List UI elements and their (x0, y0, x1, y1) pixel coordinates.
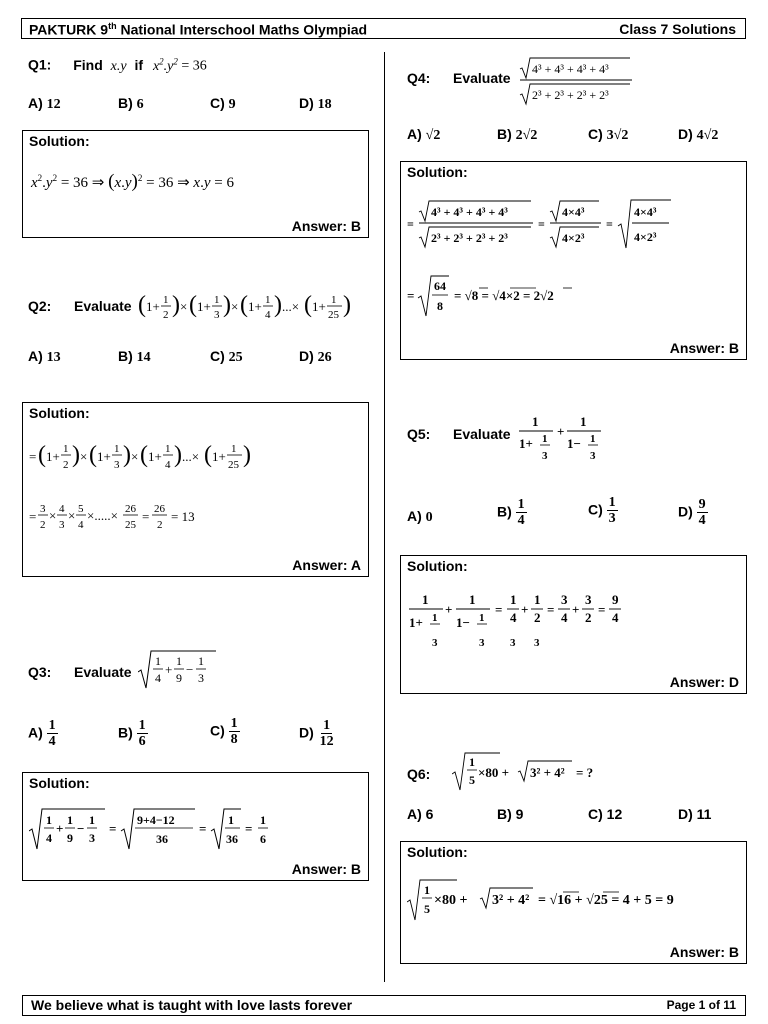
svg-text:+: + (56, 821, 64, 836)
svg-text:): ) (243, 442, 251, 468)
q3-number: Q3: (28, 664, 52, 680)
footer-page-number: Page 1 of 11 (666, 998, 736, 1012)
q6-solution-box (400, 841, 747, 964)
svg-text:3: 3 (214, 309, 220, 321)
svg-text:1+: 1+ (97, 449, 111, 464)
svg-text:8: 8 (437, 299, 443, 313)
svg-text:2: 2 (63, 459, 69, 471)
q2-solution-label: Solution: (29, 405, 90, 421)
page-footer (22, 995, 746, 1016)
svg-text:(: ( (89, 442, 97, 468)
svg-text:2: 2 (585, 610, 592, 625)
q3-option-d: D) $\frac{1}{12}$ (299, 718, 334, 750)
q4-solution-label: Solution: (407, 164, 468, 180)
q1-if-label: if (134, 56, 144, 73)
q6-number: Q6: (407, 766, 431, 782)
q5-option-b: B) $\frac{1}{4}$ (497, 497, 525, 529)
svg-text:36: 36 (226, 832, 238, 846)
q5-option-a: A) 0 (407, 508, 433, 525)
svg-text:×: × (80, 449, 88, 464)
svg-text:): ) (72, 442, 80, 468)
svg-text:2: 2 (163, 309, 169, 321)
svg-text:5: 5 (469, 773, 475, 787)
svg-text:36: 36 (156, 832, 168, 846)
svg-text:(: ( (240, 292, 248, 318)
svg-text:1: 1 (542, 433, 548, 445)
q3-option-a: A) $\frac{1}{4}$ (28, 718, 56, 750)
svg-text:3: 3 (432, 637, 438, 649)
q4-solution-box (400, 161, 747, 360)
q3-option-c: C) $\frac{1}{8}$ (210, 716, 238, 748)
svg-text:3: 3 (89, 831, 95, 845)
q1-answer: Answer: B (291, 218, 361, 234)
svg-text:(: ( (189, 292, 197, 318)
svg-text:): ) (274, 292, 282, 318)
q4-option-b: B) 2√2 (497, 126, 538, 143)
svg-text:25: 25 (125, 519, 136, 531)
svg-text:1+: 1+ (409, 615, 423, 630)
q4-option-d: D) 4√2 (678, 126, 719, 143)
svg-text:+: + (521, 602, 529, 617)
q4-option-a: A) √2 (407, 126, 441, 143)
svg-text:3² + 4²: 3² + 4² (530, 765, 565, 780)
svg-text:=: = (407, 288, 415, 303)
svg-text:3: 3 (479, 637, 485, 649)
q2-solution-line1 (29, 437, 269, 477)
svg-text:64: 64 (434, 279, 446, 293)
svg-text:1: 1 (422, 592, 429, 607)
q6-solution-equation (407, 876, 697, 924)
svg-text:×: × (231, 299, 239, 314)
column-divider (384, 52, 385, 982)
svg-text:=: = (606, 217, 613, 231)
svg-text:×: × (180, 299, 188, 314)
q2-option-d: D) 26 (299, 348, 332, 365)
q2-answer: Answer: A (292, 557, 361, 573)
svg-text:+: + (445, 602, 453, 617)
svg-text:1: 1 (89, 813, 95, 827)
svg-text:1: 1 (331, 294, 337, 306)
header-title: PAKTURK 9th National Interschool Maths Olympiad (29, 21, 368, 38)
q1-find-label: Find (73, 56, 103, 73)
footer-motto: We believe what is taught with love lasts forever (31, 997, 353, 1013)
svg-text:2: 2 (157, 519, 163, 531)
svg-text:=: = (407, 217, 414, 231)
svg-text:26: 26 (154, 503, 165, 515)
svg-text:=: = (199, 821, 207, 836)
svg-text:9+4−12: 9+4−12 (137, 813, 175, 827)
svg-text:9: 9 (612, 592, 619, 607)
svg-text:3: 3 (561, 592, 568, 607)
svg-text:1: 1 (214, 294, 220, 306)
q3-solution-label: Solution: (29, 775, 90, 791)
svg-text:1: 1 (265, 294, 271, 306)
q4-number: Q4: (407, 70, 431, 86)
svg-text:1: 1 (469, 592, 476, 607)
svg-text:1: 1 (432, 612, 438, 624)
svg-text:=: = (109, 821, 117, 836)
svg-text:26: 26 (125, 503, 136, 515)
svg-text:5: 5 (78, 503, 84, 515)
q3-solution-box (22, 772, 369, 881)
svg-text:1−: 1− (567, 436, 581, 451)
svg-text:×80 +: ×80 + (434, 893, 468, 908)
q2-evaluate-label: Evaluate (74, 298, 132, 314)
q6-option-b: B) 9 (497, 806, 524, 822)
q1-number: Q1: (28, 56, 52, 73)
svg-text:3: 3 (59, 519, 65, 531)
svg-text:1: 1 (479, 612, 485, 624)
q5-answer: Answer: D (669, 674, 739, 690)
svg-text:4: 4 (46, 831, 52, 845)
q1-option-d: D) 18 (299, 95, 332, 112)
svg-text:2³ + 2³ + 2³ + 2³: 2³ + 2³ + 2³ + 2³ (532, 88, 609, 102)
svg-text:4×2³: 4×2³ (634, 230, 657, 244)
svg-text:4×4³: 4×4³ (634, 205, 657, 219)
q4-expression (518, 52, 638, 106)
q5-expression (519, 412, 609, 474)
svg-text:1: 1 (67, 813, 73, 827)
q6-option-c: C) 12 (588, 806, 623, 822)
page-header (21, 18, 746, 39)
svg-text:25: 25 (328, 309, 339, 321)
q1-solution-label: Solution: (29, 133, 90, 149)
svg-text:×: × (131, 449, 139, 464)
svg-text:1: 1 (155, 654, 161, 668)
q3-evaluate-label: Evaluate (74, 664, 132, 680)
svg-text:×.....×: ×.....× (87, 508, 118, 523)
svg-text:1: 1 (165, 443, 171, 455)
svg-text:+: + (165, 662, 173, 677)
svg-text:4: 4 (155, 671, 161, 685)
svg-text:=: = (142, 509, 150, 524)
svg-text:1+: 1+ (312, 299, 326, 314)
svg-text:= √8 = √4×2 = 2√2: = √8 = √4×2 = 2√2 (454, 288, 554, 303)
q6-option-d: D) 11 (678, 806, 712, 822)
svg-text:3: 3 (542, 450, 548, 462)
svg-text:1+: 1+ (248, 299, 262, 314)
svg-text:4: 4 (561, 610, 568, 625)
svg-text:25: 25 (228, 459, 239, 471)
svg-text:1: 1 (510, 592, 517, 607)
svg-text:1: 1 (580, 414, 587, 429)
svg-text:1: 1 (424, 883, 430, 897)
svg-text:1: 1 (590, 433, 596, 445)
svg-text:1: 1 (198, 654, 204, 668)
q2-option-c: C) 25 (210, 348, 243, 365)
svg-text:(: ( (140, 442, 148, 468)
q3-answer: Answer: B (291, 861, 361, 877)
svg-text:4³ + 4³ + 4³ + 4³: 4³ + 4³ + 4³ + 4³ (532, 62, 609, 76)
svg-text:(: ( (138, 292, 146, 318)
svg-text:4: 4 (265, 309, 271, 321)
svg-text:1+: 1+ (148, 449, 162, 464)
q1-option-c: C) 9 (210, 95, 236, 112)
svg-text:2: 2 (534, 610, 541, 625)
svg-text:2: 2 (40, 519, 46, 531)
q1-option-b: B) 6 (118, 95, 144, 112)
q5-option-c: C) $\frac{1}{3}$ (588, 495, 616, 527)
svg-text:6: 6 (260, 832, 266, 846)
svg-text:=: = (29, 509, 37, 524)
q5-solution-equation (409, 590, 649, 652)
svg-text:1: 1 (534, 592, 541, 607)
q6-option-a: A) 6 (407, 806, 434, 822)
q5-option-d: D) $\frac{9}{4}$ (678, 497, 706, 529)
svg-text:2³ + 2³ + 2³ + 2³: 2³ + 2³ + 2³ + 2³ (431, 231, 508, 245)
svg-text:4³ + 4³ + 4³ + 4³: 4³ + 4³ + 4³ + 4³ (431, 205, 508, 219)
svg-text:...×: ...× (282, 299, 300, 314)
svg-text:4×4³: 4×4³ (562, 205, 585, 219)
q4-option-c: C) 3√2 (588, 126, 629, 143)
svg-text:4: 4 (78, 519, 84, 531)
svg-text:(: ( (304, 292, 312, 318)
svg-text:): ) (172, 292, 180, 318)
q1-question: Q1: Find x.y if $x^2.y^2 = 36$ (28, 56, 207, 74)
svg-text:1+: 1+ (197, 299, 211, 314)
q3-solution-equation (29, 805, 289, 853)
svg-text:1+: 1+ (146, 299, 160, 314)
q6-answer: Answer: B (669, 944, 739, 960)
q2-solution-box (22, 402, 369, 577)
svg-text:5: 5 (424, 902, 430, 916)
q2-option-a: A) 13 (28, 348, 61, 365)
svg-text:): ) (343, 292, 351, 318)
svg-text:9: 9 (67, 831, 73, 845)
svg-text:3: 3 (590, 450, 596, 462)
svg-text:×80 +: ×80 + (478, 765, 510, 780)
q2-number: Q2: (28, 298, 52, 314)
svg-text:=: = (29, 449, 37, 464)
svg-text:1: 1 (260, 813, 266, 827)
svg-text:×: × (68, 508, 76, 523)
q4-answer: Answer: B (669, 340, 739, 356)
svg-text:9: 9 (176, 671, 182, 685)
svg-text:1+: 1+ (212, 449, 226, 464)
svg-text:1: 1 (63, 443, 69, 455)
svg-text:...×: ...× (182, 449, 200, 464)
svg-text:(: ( (204, 442, 212, 468)
svg-text:3: 3 (114, 459, 120, 471)
q1-solution-equation: $x^2.y^2 = 36$ ⇒ $(x.y)^2 = 36$ ⇒ x.y = 6 (31, 171, 234, 192)
q2-option-b: B) 14 (118, 348, 151, 365)
svg-text:=: = (538, 217, 545, 231)
svg-text:1: 1 (231, 443, 237, 455)
svg-text:(: ( (38, 442, 46, 468)
q4-solution-line1 (407, 196, 677, 250)
svg-text:): ) (174, 442, 182, 468)
q2-solution-line2 (29, 497, 229, 537)
svg-text:4: 4 (612, 610, 619, 625)
svg-text:1: 1 (469, 755, 475, 769)
svg-text:3: 3 (40, 503, 46, 515)
q4-solution-line2 (407, 272, 607, 318)
q5-number: Q5: (407, 426, 431, 442)
svg-text:1: 1 (163, 294, 169, 306)
svg-text:4×2³: 4×2³ (562, 231, 585, 245)
svg-text:): ) (223, 292, 231, 318)
svg-text:1+: 1+ (46, 449, 60, 464)
svg-text:= ?: = ? (576, 765, 594, 780)
svg-text:1: 1 (46, 813, 52, 827)
svg-text:1−: 1− (456, 615, 470, 630)
svg-text:=: = (245, 821, 253, 836)
q6-solution-label: Solution: (407, 844, 468, 860)
header-class: Class 7 Solutions (619, 21, 736, 37)
svg-text:3: 3 (510, 637, 516, 649)
q1-option-a: A) 12 (28, 95, 61, 112)
svg-text:= √16 + √25 = 4 + 5 = 9: = √16 + √25 = 4 + 5 = 9 (538, 893, 674, 908)
svg-text:1+: 1+ (519, 436, 533, 451)
q3-option-b: B) $\frac{1}{6}$ (118, 718, 146, 750)
svg-text:=: = (547, 602, 555, 617)
svg-text:×: × (49, 508, 57, 523)
svg-text:1: 1 (228, 813, 234, 827)
q5-solution-label: Solution: (407, 558, 468, 574)
svg-text:3² + 4²: 3² + 4² (492, 893, 530, 908)
svg-text:−: − (77, 821, 85, 836)
svg-text:4: 4 (59, 503, 65, 515)
svg-text:4: 4 (510, 610, 517, 625)
q3-expression (138, 648, 218, 692)
svg-text:= 13: = 13 (171, 509, 195, 524)
svg-text:1: 1 (176, 654, 182, 668)
svg-text:): ) (123, 442, 131, 468)
svg-text:+: + (572, 602, 580, 617)
q5-solution-box (400, 555, 747, 694)
q1-solution-box (22, 130, 369, 238)
q4-evaluate-label: Evaluate (453, 70, 511, 86)
q6-expression (452, 750, 602, 794)
svg-text:−: − (186, 662, 194, 677)
svg-text:3: 3 (534, 637, 540, 649)
svg-text:3: 3 (585, 592, 592, 607)
svg-text:1: 1 (532, 414, 539, 429)
svg-text:+: + (557, 424, 565, 439)
svg-text:=: = (598, 602, 606, 617)
q5-evaluate-label: Evaluate (453, 426, 511, 442)
svg-text:1: 1 (114, 443, 120, 455)
svg-text:=: = (495, 602, 503, 617)
q2-expression (138, 288, 353, 328)
svg-text:3: 3 (198, 671, 204, 685)
svg-text:4: 4 (165, 459, 171, 471)
